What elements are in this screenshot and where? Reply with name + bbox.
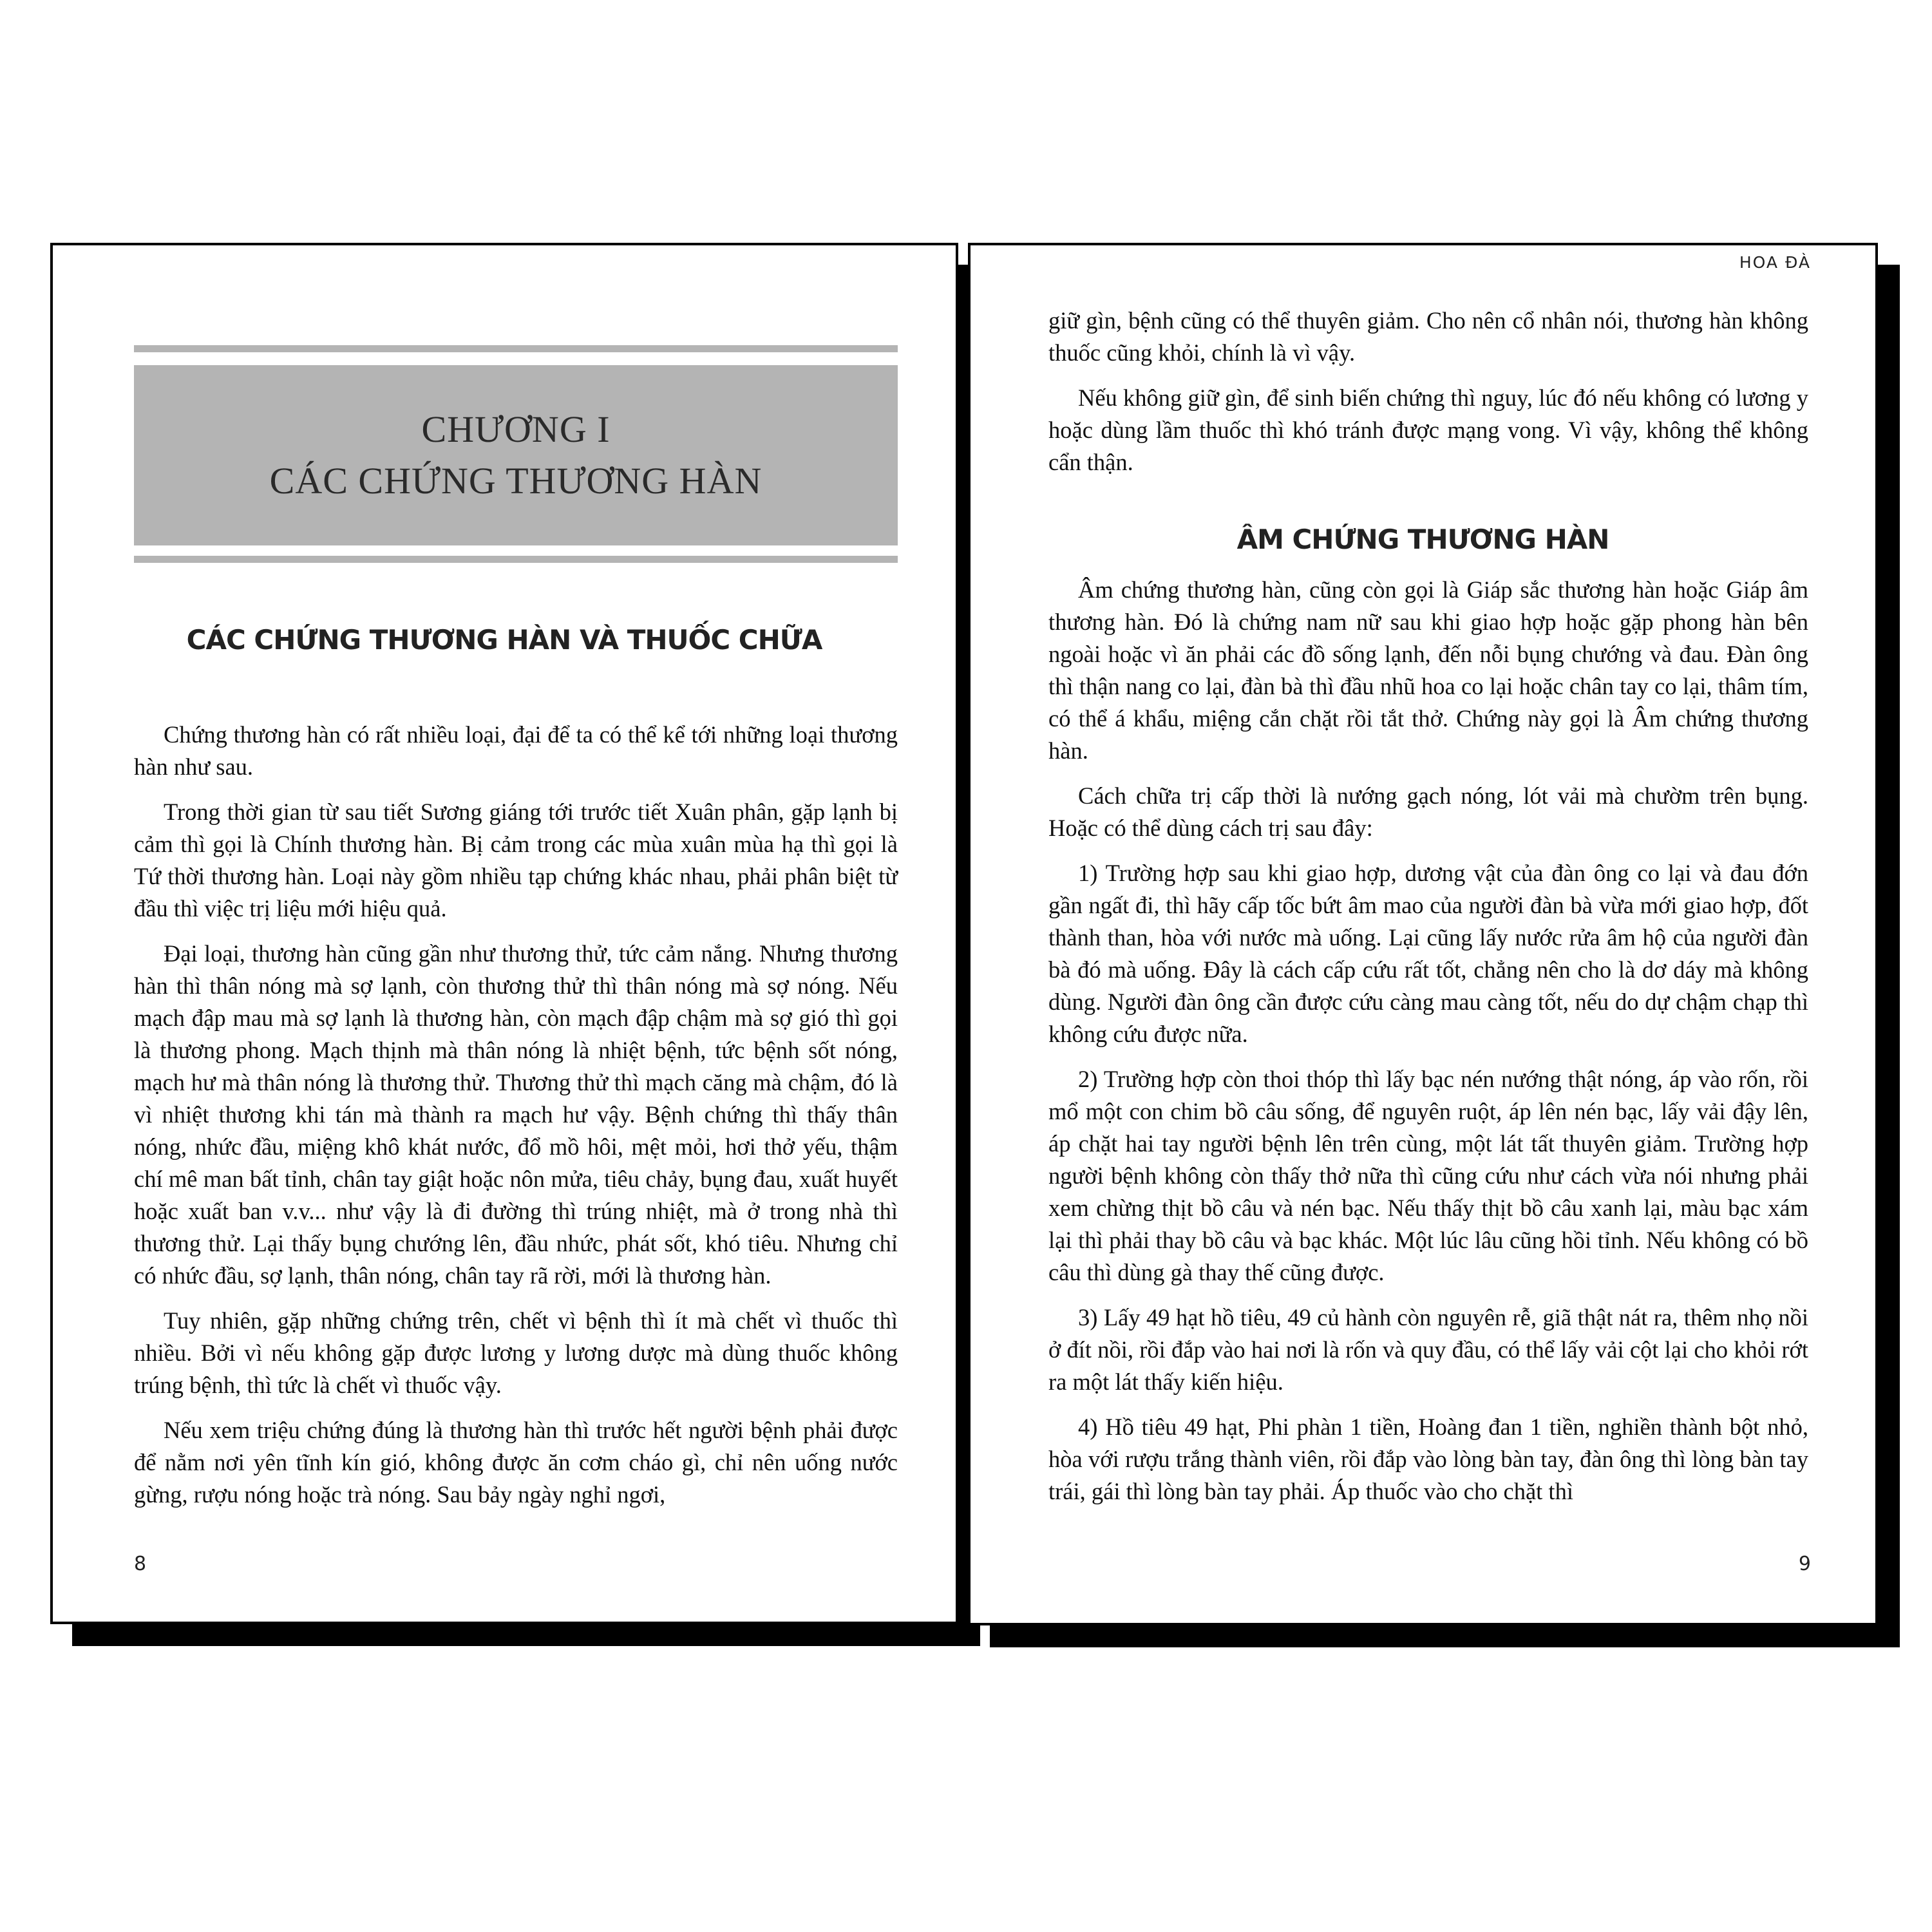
paragraph: Nếu không giữ gìn, để sinh biến chứng thì nguy, lúc đó nếu không có lương y hoặc dùng lầm thuốc thì khó tránh được mạng vong. Vì vậy, không thể không cẩn thận. [1048, 384, 1808, 475]
paragraph: Cách chữa trị cấp thời là nướng gạch nóng, lót vải mà chườm trên bụng. Hoặc có thể dùng cách trị sau đây: [1048, 782, 1808, 841]
chapter-heading-box [134, 365, 898, 545]
right-body-text [1048, 574, 1808, 1520]
paragraph: Trong thời gian từ sau tiết Sương giáng tới trước tiết Xuân phân, gặp lạnh bị cảm thì gọi là Chính thương hàn. Bị cảm trong các mùa xuân mùa hạ thì gọi là Tứ thời thương hàn. Loại này gồm nhiều tạp chứng khác nhau, phải phân biệt từ đầu thì việc trị liệu mới hiệu quả. [134, 799, 898, 922]
right-page [968, 243, 1878, 1625]
paragraph: 4) Hồ tiêu 49 hạt, Phi phàn 1 tiền, Hoàng đan 1 tiền, nghiền thành bột nhỏ, hòa với rượu trắng thành viên, rồi đắp vào lòng bàn tay, đàn ông thì lòng bàn tay trái, gái thì lòng bàn tay phải. Áp thuốc vào cho chặt thì [1048, 1414, 1808, 1504]
paragraph: Nếu xem triệu chứng đúng là thương hàn thì trước hết người bệnh phải được để nằm nơi yên tĩnh kín gió, không được ăn cơm cháo gì, chỉ nên uống nước gừng, rượu nóng hoặc trà nóng. Sau bảy ngày nghỉ ngơi, [134, 1417, 898, 1508]
running-head: HOA ĐÀ [1739, 253, 1811, 272]
chapter-number: CHƯƠNG I [421, 408, 611, 450]
left-page [50, 243, 958, 1624]
paragraph: Đại loại, thương hàn cũng gần như thương thử, tức cảm nắng. Nhưng thương hàn thì thân nóng mà sợ lạnh, còn thương thử thì thân nóng mà sợ nóng. Nếu mạch đập mau mà sợ lạnh là thương hàn, còn mạch đập chậm mà sợ gió thì gọi là thương phong. Mạch thịnh mà thân nóng là nhiệt bệnh, tức bệnh sốt nóng, mạch hư mà thân nóng là thương thử. Thương thử thì mạch căng mà chậm, đó là vì nhiệt thương khi tán mà thành ra mạch hư vậy. Bệnh chứng thì thấy thân nóng, nhức đầu, miệng khô khát nước, đổ mồ hôi, mệt mỏi, hơi thở yếu, thậm chí mê man bất tỉnh, chân tay giật hoặc nôn mửa, tiêu chảy, bụng đau, xuất huyết hoặc xuất ban v.v... như vậy là đi đường thì trúng nhiệt, mà ở trong nhà thì thương thử. Lại thấy bụng chướng lên, đầu nhức, phát sốt, khó tiêu. Nhưng chỉ có nhức đầu, sợ lạnh, thân nóng, chân tay rã rời, mới là thương hàn. [134, 940, 898, 1289]
chapter-bottom-rule [134, 556, 898, 563]
paragraph: Tuy nhiên, gặp những chứng trên, chết vì bệnh thì ít mà chết vì thuốc thì nhiều. Bởi vì nếu không gặp được lương y lương dược mà dùng thuốc không trúng bệnh, thì tức là chết vì thuốc vậy. [134, 1307, 898, 1398]
paragraph: Âm chứng thương hàn, cũng còn gọi là Giáp sắc thương hàn hoặc Giáp âm thương hàn. Đó là chứng nam nữ sau khi giao hợp hoặc gặp phong hàn bên ngoài hoặc vì ăn phải các đồ sống lạnh, đến nỗi bụng chướng và đau. Đàn ông thì thận nang co lại, đàn bà thì đầu nhũ hoa co lại hoặc chân tay co lại, thâm tím, có thể á khẩu, miệng cắn chặt rồi tắt thở. Chứng này gọi là Âm chứng thương hàn. [1048, 576, 1808, 764]
left-body-text [134, 719, 898, 1524]
paragraph: 1) Trường hợp sau khi giao hợp, dương vật của đàn ông co lại và đau đớn gần ngất đi, thì hãy cấp tốc bứt âm mao của người đàn bà vừa mới giao hợp, đốt thành than, hòa với nước mà uống. Lại cũng lấy nước rửa âm hộ của người đàn bà đó mà uống. Đây là cách cấp cứu rất tốt, chẳng nên cho là dơ dáy mà không dùng. Người đàn ông cần được cứu càng mau càng tốt, nếu do dự chậm chạp thì không cứu được nữa. [1048, 860, 1808, 1047]
paragraph: Chứng thương hàn có rất nhiều loại, đại để ta có thể kể tới những loại thương hàn như sau. [134, 721, 898, 780]
chapter-top-rule [134, 345, 898, 352]
page-number: 8 [134, 1553, 147, 1575]
chapter-title: CÁC CHỨNG THƯƠNG HÀN [269, 460, 762, 502]
section-title: CÁC CHỨNG THƯƠNG HÀN VÀ THUỐC CHỮA [186, 624, 822, 656]
right-top-text [1048, 305, 1808, 491]
paragraph: 2) Trường hợp còn thoi thóp thì lấy bạc nén nướng thật nóng, áp vào rốn, rồi mổ một con chim bồ câu sống, để nguyên ruột, áp lên nén bạc, lấy vải đậy lên, áp chặt hai tay người bệnh lên trên cùng, một lát tất thuyên giảm. Trường hợp người bệnh không còn thấy thở nữa thì cũng cứu như cách vừa nói nhưng phải xem chừng thịt bồ câu và nén bạc. Nếu thấy thịt bồ câu xanh lại, màu bạc xám lại thì phải thay bồ câu và bạc khác. Một lúc lâu cũng hồi tỉnh. Nếu không có bồ câu thì dùng gà thay thế cũng được. [1048, 1066, 1808, 1285]
section-title: ÂM CHỨNG THƯƠNG HÀN [1236, 524, 1609, 555]
paragraph: giữ gìn, bệnh cũng có thể thuyên giảm. Cho nên cổ nhân nói, thương hàn không thuốc cũng khỏi, chính là vì vậy. [1048, 307, 1808, 366]
paragraph: 3) Lấy 49 hạt hồ tiêu, 49 củ hành còn nguyên rễ, giã thật nát ra, thêm nhọ nồi ở đít nồi, rồi đắp vào hai nơi là rốn và quy đầu, có thể lấy vải cột lại cho khỏi rớt ra một lát thấy kiến hiệu. [1048, 1304, 1808, 1395]
page-number: 9 [1798, 1553, 1811, 1575]
